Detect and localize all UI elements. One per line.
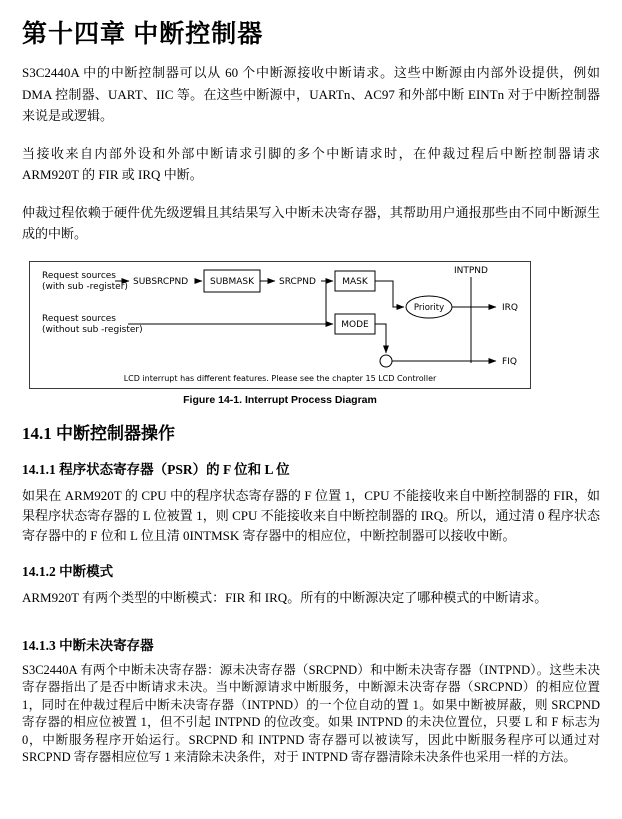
chapter-title: 第十四章 中断控制器 (22, 21, 264, 48)
wire-mode-to-fiq-node (375, 324, 386, 353)
label-request-without-sub-1: Request sources (42, 313, 116, 324)
interrupt-process-diagram (30, 262, 530, 388)
label-submask: SUBMASK (209, 276, 255, 287)
section-body-14-1-3: S3C2440A 有两个中断未决寄存器：源未决寄存器（SRCPND）和中断未决寄存器（INTPND）。这些未决寄存器指出了是否中断请求未决。当中断源请求中断服务，中断源未决寄存器（SRCPND）的相应位置 1，同时在仲裁过程后中断未决寄存器（INTPND）的一个位自动的置 1。如果中断被屏蔽，则 SRCPND 寄存器的相应位被置 1，但不引起 INTPND 的位改变。如果 INTPND 的未决位置位，只要 L 和 F 标志为 0，中断服务程序开始运行。SRCPND 和 INTPND 寄存器可以被读写，因此中断服务程序可以通过对 SRCPND 寄存器相应位写 1 来清除未决条件，对于 INTPND 寄存器清除未决条件也采用一样的方法。 (22, 662, 600, 764)
intro-paragraph-1: S3C2440A 中的中断控制器可以从 60 个中断源接收中断请求。这些中断源由内部外设提供，例如 DMA 控制器、UART、IIC 等。在这些中断源中，UARTn、AC97 和外部中断 EINTn 对于中断控制器来说是或逻辑。 (22, 65, 600, 123)
section-body-14-1-1: 如果在 ARM920T 的 CPU 中的程序状态寄存器的 F 位置 1，CPU 不能接收来自中断控制器的 FIR，如果程序状态寄存器的 L 位被置 1，则 CPU 不能接收来自中断控制器的 IRQ。所以，通过清 0 程序状态寄存器中的 F 位和 L 位且清 0INTMSK 寄存器中的相应位，中断控制器可以接收中断。 (22, 487, 600, 543)
sub-heading-14-1-2: 14.1.2 中断模式 (22, 563, 114, 579)
section-body-14-1-2: ARM920T 有两个类型的中断模式：FIR 和 IRQ。所有的中断源决定了哪种模式的中断请求。 (22, 589, 548, 605)
label-subsrcpnd: SUBSRCPND (133, 276, 189, 287)
sub-heading-14-1-1: 14.1.1 程序状态寄存器（PSR）的 F 位和 L 位 (22, 461, 290, 477)
interrupt-process-figure (22, 261, 600, 407)
label-request-with-sub-2: (with sub -register) (42, 281, 128, 292)
label-mask: MASK (342, 276, 368, 287)
intro-paragraph-2: 当接收来自内部外设和外部中断请求引脚的多个中断请求时，在仲裁过程后中断控制器请求 ARM920T 的 FIR 或 IRQ 中断。 (22, 145, 600, 182)
label-request-with-sub-1: Request sources (42, 270, 116, 281)
diagram-frame (29, 261, 531, 389)
figure-caption: Figure 14-1. Interrupt Process Diagram (183, 393, 377, 406)
label-intpnd: INTPND (454, 265, 488, 276)
label-srcpnd: SRCPND (279, 276, 316, 287)
intro-paragraph-3: 仲裁过程依赖于硬件优先级逻辑且其结果写入中断未决寄存器，其帮助用户通报那些由不同中断源生成的中断。 (22, 204, 600, 241)
label-fiq: FIQ (502, 356, 517, 367)
label-request-without-sub-2: (without sub -register) (42, 324, 143, 335)
label-mode: MODE (341, 319, 369, 330)
label-priority: Priority (413, 302, 445, 313)
fiq-junction-circle (380, 355, 392, 367)
label-irq: IRQ (502, 302, 518, 313)
sub-heading-14-1-3: 14.1.3 中断未决寄存器 (22, 637, 154, 653)
wire-mask-to-priority (375, 281, 404, 307)
label-lcd-note: LCD interrupt has different features. Please see the chapter 15 LCD Controller (123, 373, 437, 383)
section-heading-14-1: 14.1 中断控制器操作 (22, 423, 175, 443)
